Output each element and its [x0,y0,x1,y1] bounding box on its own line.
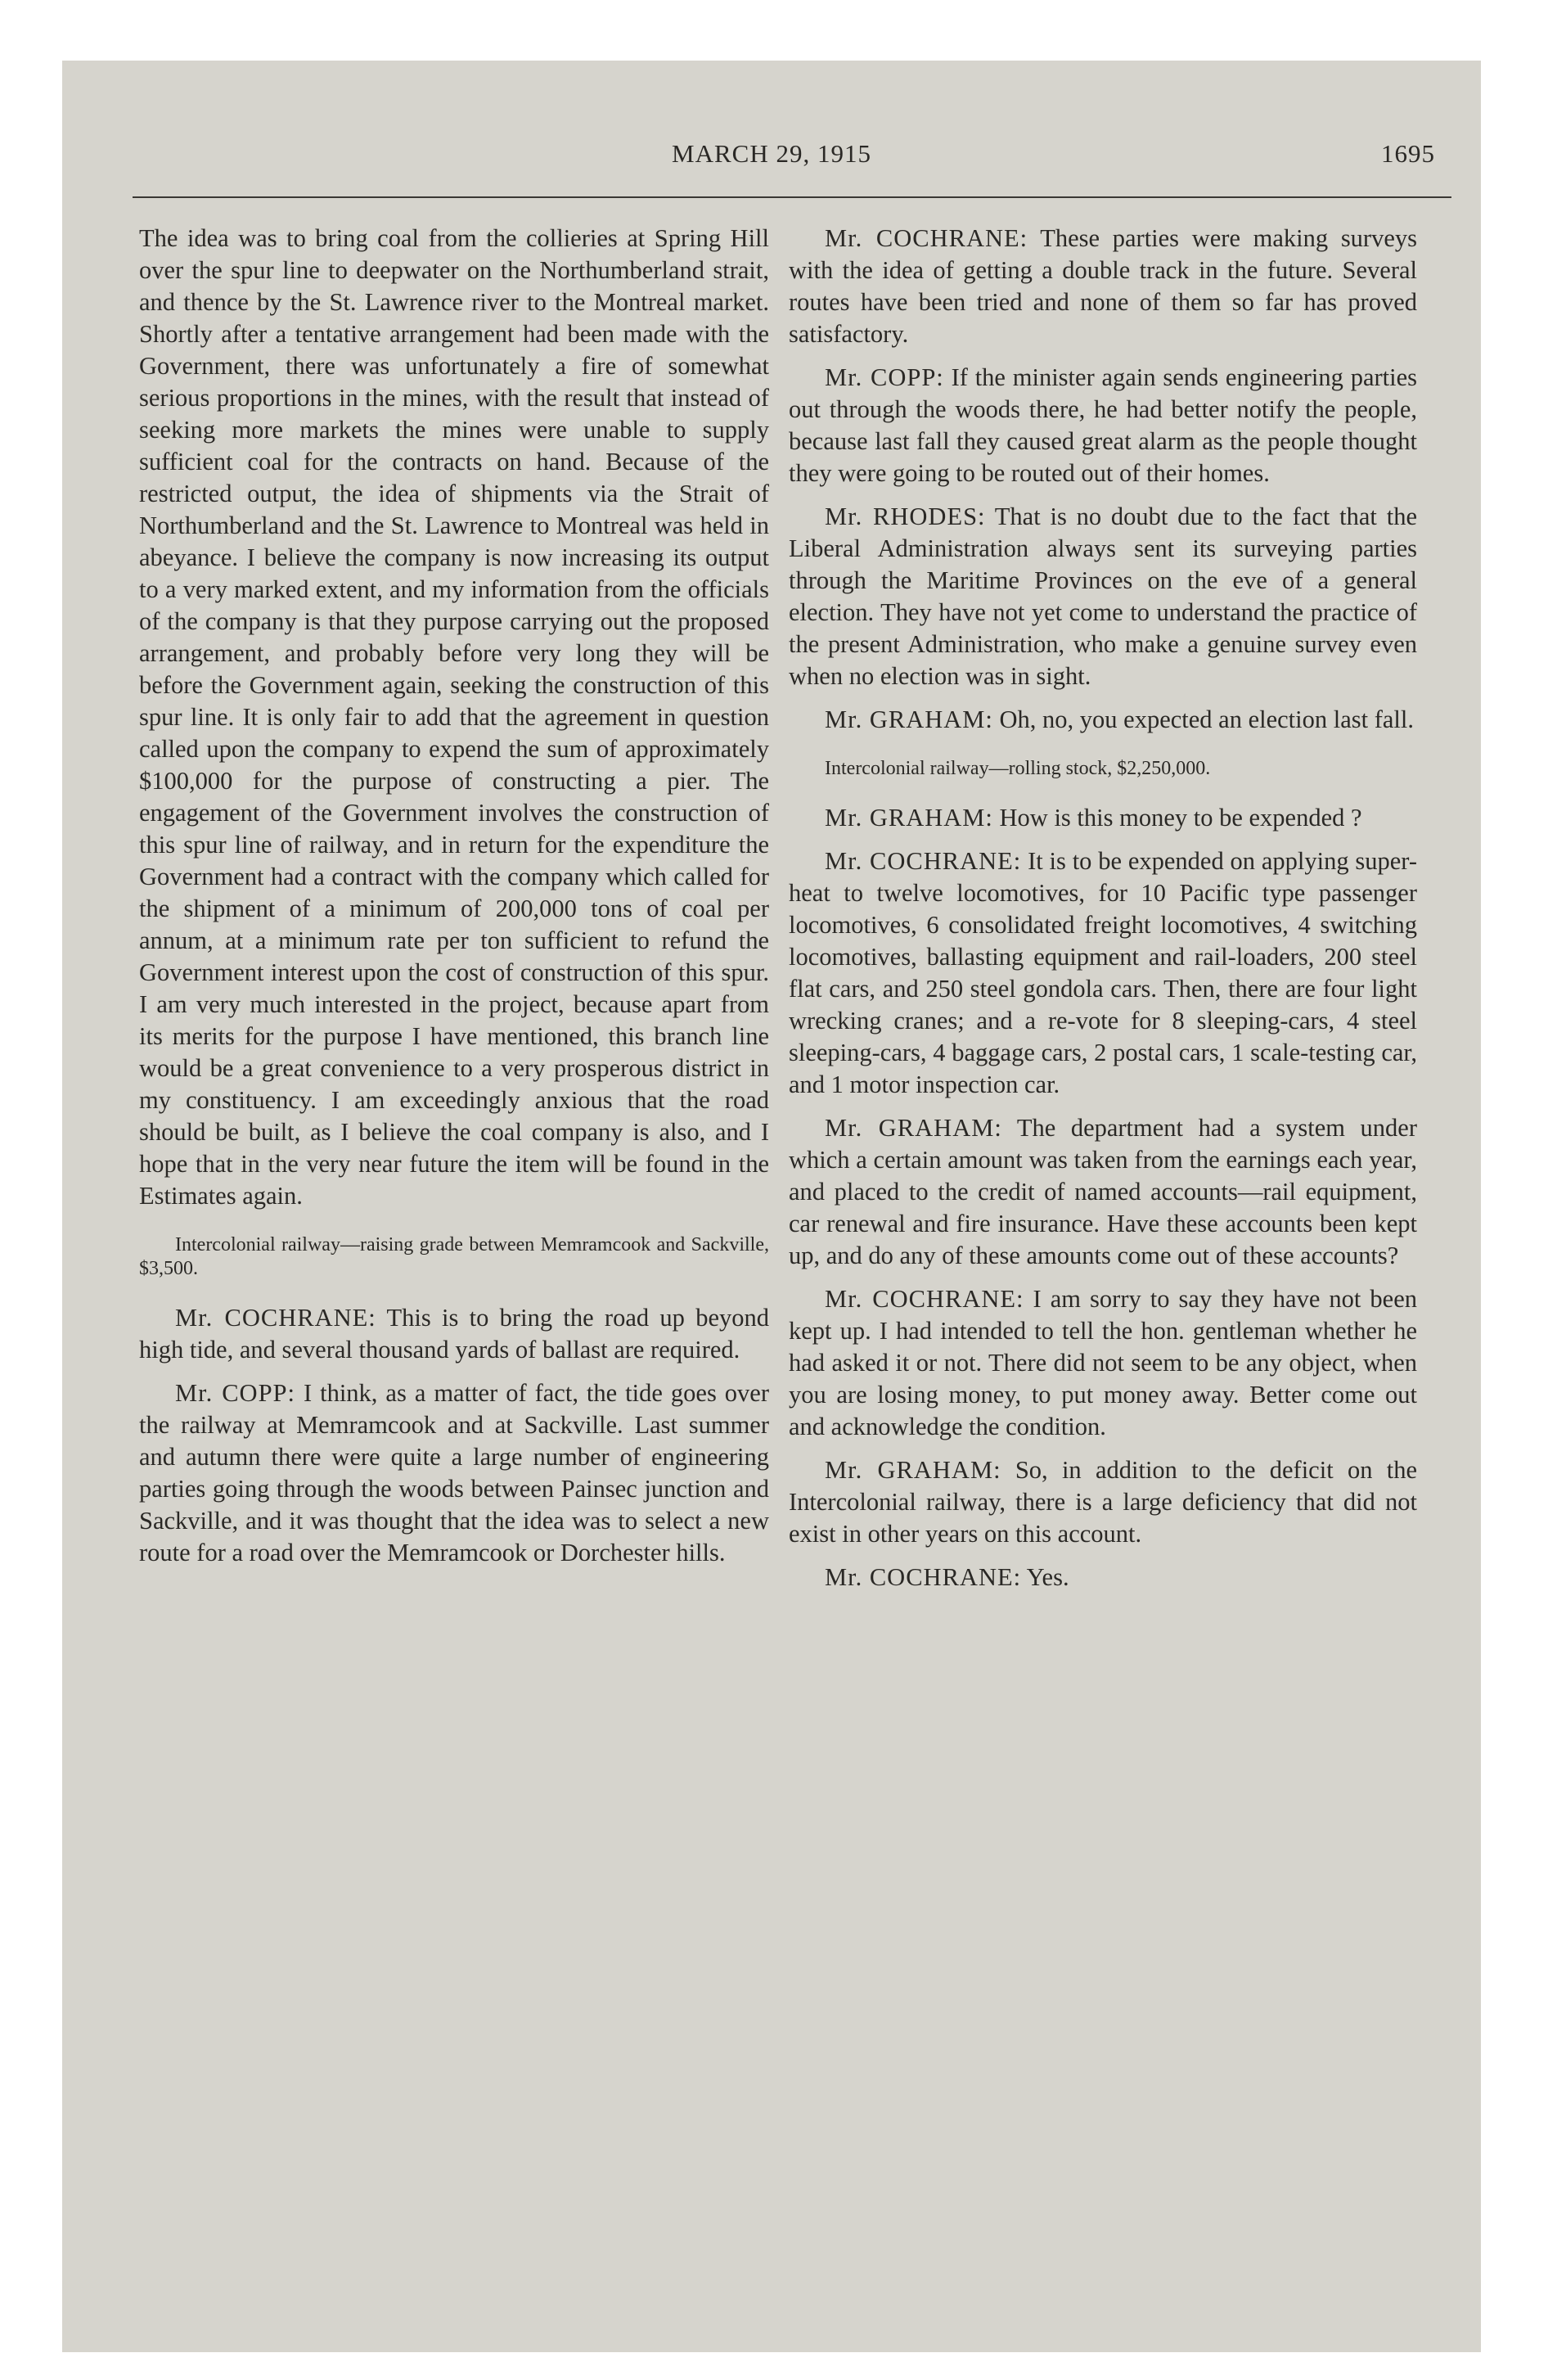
speaker-name: Mr. COCHRANE: [825,847,1022,875]
right-paragraph-4 [789,704,1417,736]
speech-text: That is no doubt due to the fact that the Liberal Administration always sent its surveying parties through the Maritime Provinces on the eve of a general election. They have not yet come to understand the practice of the present Administration, who make a genuine survey even when no election was in sight. [789,503,1417,690]
estimate-item-raising-grade [139,1233,769,1281]
speaker-name: Mr. GRAHAM: [825,1456,1001,1484]
right-paragraph-8 [789,1112,1417,1272]
left-paragraph-3 [139,1302,769,1366]
right-paragraph-11 [789,1562,1417,1593]
speaker-name: Mr. COCHRANE: [825,1563,1022,1591]
left-paragraph-4 [139,1377,769,1569]
speech-text: I think, as a matter of fact, the tide goes over the railway at Memramcook and at Sackville. Last summer and autumn there were quite a large number of engineering parties going through the woods between Painsec junction and Sackville, and it was thought that the idea was to select a new route for a road over the Memramcook or Dorchester hills. [139,1379,769,1566]
estimate-item-text: Intercolonial railway—rolling stock, $2,250,000. [825,758,1211,779]
speech-text: Oh, no, you expected an election last fall. [992,705,1414,733]
right-paragraph-7 [789,845,1417,1101]
speech-text: I am sorry to say they have not been kept up. I had intended to tell the hon. gentleman whether he had asked it or not. There did not seem to be any object, when you are losing money, to put money away. Better come out and acknowledge the condition. [789,1285,1417,1440]
right-paragraph-6 [789,802,1417,834]
right-paragraph-2 [789,362,1417,489]
right-column [789,223,1417,1605]
speech-text: So, in addition to the deficit on the Intercolonial railway, there is a large deficiency that did not exist in other years on this account. [789,1456,1417,1548]
speech-text: These parties were making surveys with the idea of getting a double track in the future. Several routes have been tried and none of them so far has proved satisfactory. [789,224,1417,348]
header-page-number: 1695 [1381,139,1435,168]
header-date: MARCH 29, 1915 [672,139,871,168]
header-rule [133,196,1451,198]
speaker-name: Mr. COCHRANE: [825,1285,1024,1313]
speech-text: This is to bring the road up beyond high tide, and several thousand yards of ballast are required. [139,1304,769,1364]
speech-text: If the minister again sends engineering parties out through the woods there, he had better notify the people, because last fall they caused great alarm as the people thought they were going to be routed out of their homes. [789,363,1417,487]
speech-text: The department had a system under which a certain amount was taken from the earnings each year, and placed to the credit of named accounts—rail equipment, car renewal and fire insurance. Have these accounts been kept up, and do any of these amounts come out of these accounts? [789,1114,1417,1269]
right-paragraph-3 [789,501,1417,692]
speech-text: How is this money to be expended ? [992,804,1362,832]
scanned-page [62,61,1481,2352]
left-paragraph-1 [139,223,769,1212]
speaker-name: Mr. GRAHAM: [825,705,993,733]
right-paragraph-9 [789,1283,1417,1443]
speaker-name: Mr. COCHRANE: [175,1304,376,1332]
estimate-item-rolling-stock [789,757,1417,781]
speaker-name: Mr. RHODES: [825,503,986,530]
speaker-name: Mr. GRAHAM: [825,804,993,832]
left-paragraph-1-text: The idea was to bring coal from the collieries at Spring Hill over the spur line to deepwater on the Northumberland strait, and thence by the St. Lawrence river to the Montreal market. Shortly after a tentative arrangement had been made with the Government, there was unfortunately a fire of somewhat serious proportions in the mines, with the result that instead of seeking more markets the mines were unable to supply sufficient coal for the contracts on hand. Because of the restricted output, the idea of shipments via the Strait of Northumberland and the St. Lawrence to Montreal was held in abeyance. I believe the company is now increasing its output to a very marked extent, and my information from the officials of the company is that they purpose carrying out the proposed arrangement, and probably before very long they will be before the Government again, seeking the construction of this spur line. It is only fair to add that the agreement in question called upon the company to expend the sum of approximately $100,000 for the purpose of constructing a pier. The engagement of the Government involves the construction of this spur line of railway, and in return for the expenditure the Government had a contract with the company which called for the shipment of a minimum of 200,000 tons of coal per annum, at a minimum rate per ton sufficient to refund the Government interest upon the cost of construction of this spur. I am very much interested in the project, because apart from its merits for the purpose I have mentioned, this branch line would be a great convenience to a very prosperous district in my constituency. I am exceedingly anxious that the road should be built, as I believe the coal company is also, and I hope that in the very near future the item will be found in the Estimates again. [139,224,769,1210]
speech-text: It is to be expended on applying super-heat to twelve locomotives, for 10 Pacific type passenger locomotives, 6 consolidated freight locomotives, 4 switching locomotives, ballasting equipment and rail-loaders, 200 steel flat cars, and 250 steel gondola cars. Then, there are four light wrecking cranes; and a re-vote for 8 sleeping-cars, 4 steel sleeping-cars, 4 baggage cars, 2 postal cars, 1 scale-testing car, and 1 motor inspection car. [789,847,1417,1098]
speaker-name: Mr. COCHRANE: [825,224,1028,252]
page-header [62,139,1481,180]
speaker-name: Mr. COPP: [825,363,944,391]
right-paragraph-1 [789,223,1417,350]
left-column [139,223,769,1580]
right-paragraph-10 [789,1454,1417,1550]
speaker-name: Mr. COPP: [175,1379,295,1407]
speech-text: Yes. [1021,1563,1069,1591]
speaker-name: Mr. GRAHAM: [825,1114,1002,1142]
estimate-item-text: Intercolonial railway—raising grade between Memramcook and Sackville, $3,500. [139,1234,769,1279]
